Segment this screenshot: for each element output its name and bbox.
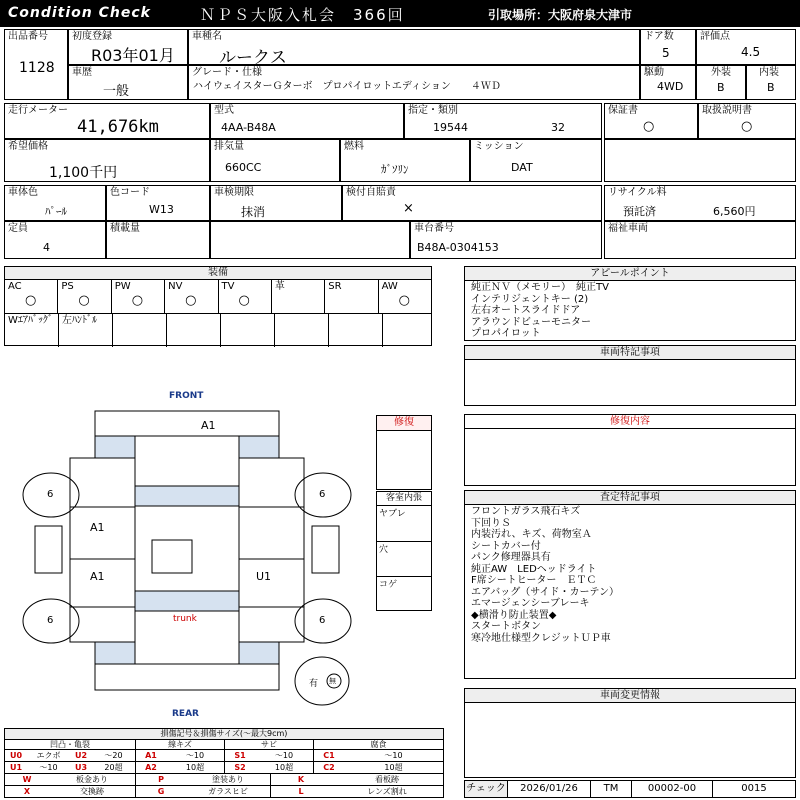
inspection-cell (210, 185, 342, 221)
mileage-cell (4, 103, 210, 139)
price-cell (4, 139, 210, 182)
equip-label: 左ﾊﾝﾄﾞﾙ (62, 315, 97, 326)
form-title: Condition Check (8, 5, 151, 21)
legend-desc: 10超 (384, 763, 403, 772)
legend-header: 線キズ (136, 740, 225, 749)
repair-content-panel (464, 414, 796, 486)
score-label: 評価点 (700, 31, 730, 42)
load-label: 積載量 (110, 223, 140, 234)
equip-item-pw (112, 280, 165, 313)
legend-code: U2 (74, 751, 88, 760)
equipment-panel (4, 266, 432, 346)
lot-cell (4, 29, 68, 100)
car-name-cell (188, 29, 640, 68)
doors-label: ドア数 (644, 31, 674, 42)
exterior-cell (696, 65, 746, 100)
liability-value: × (403, 201, 414, 216)
equip-mark: ○ (78, 293, 90, 308)
legend-desc: ～10 (39, 763, 58, 772)
legend-code: U3 (74, 763, 88, 772)
change-info-panel (464, 688, 796, 778)
pickup-location: 引取場所：大阪府泉大津市 (488, 8, 633, 22)
equip-mark: ○ (25, 293, 37, 308)
grade-value: ハイウェイスターＧターボ プロパイロットエディション ４ＷＤ (193, 81, 501, 92)
equip-empty (167, 314, 221, 347)
liability-cell (342, 185, 602, 221)
equipment-title: 装備 (5, 267, 431, 280)
price-value: 1,100千円 (49, 165, 118, 181)
exterior-label: 外装 (711, 67, 731, 78)
legend-desc: 20超 (92, 762, 136, 773)
staff-code: TM (591, 781, 632, 797)
equip-item-aw (379, 280, 431, 313)
warranty-value: ○ (643, 119, 655, 134)
legend-code: C1 (323, 751, 335, 760)
capacity-cell (4, 221, 106, 259)
interior-cell (746, 65, 796, 100)
load-cell (106, 221, 210, 259)
equip-item-leather (272, 280, 325, 313)
welfare-label: 福祉車両 (608, 223, 648, 234)
note-line: 寒冷地仕様型クレジットＵＰ車 (471, 632, 611, 644)
legend-bottom-row-1 (5, 774, 443, 786)
recycle-label: リサイクル料 (608, 187, 667, 198)
equip-label: Wｴｱﾊﾞｯｸﾞ (8, 315, 53, 326)
note-line: エマージェンシーブレーキ (471, 598, 590, 609)
legend-code: C2 (323, 763, 335, 772)
legend-desc: レンズ割れ (367, 787, 407, 796)
appeal-line: アラウンドビューモニター (471, 316, 591, 328)
drive-value: 4WD (657, 80, 684, 93)
category-value: 32 (551, 121, 565, 134)
first-reg-label: 初度登録 (72, 31, 112, 42)
legend-code: P (158, 775, 164, 784)
equip-label: SR (328, 281, 342, 292)
equip-label: 革 (274, 281, 285, 292)
grade-cell (188, 65, 640, 100)
color-label: 車体色 (8, 187, 38, 198)
cabin-box-title: 客室内張 (377, 492, 431, 506)
legend-desc: 塗装あり (186, 774, 271, 785)
color-value: ﾊﾟｰﾙ (45, 205, 67, 218)
inspection-value: 抹消 (241, 205, 266, 219)
note-line: F席シートヒーター ＥＴＣ (471, 575, 597, 586)
special-notes-title: 車両特記事項 (465, 346, 795, 360)
history-cell (68, 65, 188, 100)
front-label: FRONT (169, 391, 204, 401)
damage-mark-right-rear-door: U1 (256, 570, 272, 583)
capacity-value: 4 (43, 241, 50, 254)
equip-item-ps (58, 280, 111, 313)
mission-value: DAT (511, 161, 533, 174)
lot-number: 1128 (19, 60, 55, 76)
tire-mark-fl: 6 (47, 489, 54, 500)
repair-content-title: 修復内容 (465, 415, 795, 429)
exterior-value: B (717, 81, 725, 94)
lot-label: 出品番号 (8, 31, 48, 42)
displacement-label: 排気量 (214, 141, 244, 152)
appeal-line: プロパイロット (471, 328, 541, 339)
check-label: チェック (465, 781, 508, 797)
price-label: 希望価格 (8, 141, 48, 152)
legend-header: 凹凸・亀裂 (5, 740, 136, 749)
note-line: フロントガラス飛石キズ (471, 506, 581, 517)
history-label: 車歴 (72, 67, 92, 78)
legend-code: A2 (145, 763, 157, 772)
note-line: エアバッグ（サイド・カーテン） (471, 586, 619, 598)
warranty-label: 保証書 (608, 105, 638, 116)
doors-value: 5 (662, 46, 670, 60)
legend-desc: 10超 (255, 762, 314, 773)
legend-desc: 10超 (166, 762, 225, 773)
note-line: 内装汚れ、キズ、荷物室Ａ (471, 529, 592, 540)
rear-label: REAR (172, 709, 199, 719)
score-value: 4.5 (741, 45, 761, 59)
legend-code: A1 (145, 751, 157, 760)
welfare-cell (604, 221, 796, 259)
legend-code: U0 (9, 751, 23, 760)
repair-box-title: 修復 (377, 416, 431, 431)
equip-label: NV (168, 281, 183, 292)
legend-desc: ～20 (92, 750, 136, 761)
manual-cell (698, 103, 796, 139)
appeal-line: 左右オートスライドドア (471, 305, 581, 316)
spare-tire-mark: 無 (329, 677, 336, 685)
legend-header: サビ (225, 740, 314, 749)
legend-code: W (22, 775, 32, 784)
damage-mark-front-bumper: A1 (201, 419, 216, 432)
chassis-cell (410, 221, 602, 259)
note-line: 純正AW LEDヘッドライト (471, 563, 597, 575)
warranty-cell (604, 103, 698, 139)
displacement-value: 660CC (225, 161, 262, 174)
model-label: 型式 (214, 105, 234, 116)
displacement-cell (210, 139, 340, 182)
manual-label: 取扱説明書 (702, 105, 752, 116)
special-notes-panel (464, 345, 796, 406)
history-value: 一般 (103, 84, 130, 99)
designation-value: 19544 (433, 121, 468, 134)
car-name-label: 車種名 (192, 31, 222, 42)
color-code-cell (106, 185, 210, 221)
first-reg-value: R03年01月 (91, 46, 175, 65)
recycle-cell (604, 185, 796, 221)
inspection-notes-title: 査定特記事項 (465, 491, 795, 505)
chassis-label: 車台番号 (414, 223, 454, 234)
interior-value: B (767, 81, 775, 94)
legend-code: G (157, 787, 165, 796)
liability-label: 検付自賠責 (346, 187, 396, 198)
equip-empty (113, 314, 167, 347)
legend-desc: ガラスヒビ (186, 786, 271, 797)
model-value: 4AA-B48A (221, 121, 276, 134)
drive-label: 駆動 (644, 67, 664, 78)
designation-label: 指定・類別 (408, 105, 458, 116)
equip-mark: ○ (185, 293, 197, 308)
equip-empty (383, 314, 431, 347)
score-cell (696, 29, 796, 65)
change-info-title: 車両変更情報 (465, 689, 795, 703)
recycle-status: 預託済 (623, 205, 656, 218)
fuel-cell (340, 139, 470, 182)
car-diagram (4, 388, 460, 723)
equip-item-lhd (59, 314, 113, 347)
inspection-notes-panel (464, 490, 796, 679)
color-code-value: W13 (149, 203, 174, 216)
auction-name: ＮＰＳ大阪入札会 366回 (200, 6, 405, 24)
legend-row-1 (5, 750, 443, 762)
legend-desc: 看板跡 (375, 775, 399, 784)
equip-item-airbag (5, 314, 59, 347)
manual-value: ○ (741, 119, 753, 134)
fuel-label: 燃料 (344, 141, 364, 152)
legend-desc: 交換跡 (49, 786, 136, 797)
legend-code: U1 (9, 763, 23, 772)
legend-row-2 (5, 762, 443, 774)
equip-item-tv (219, 280, 272, 313)
legend-desc: ～10 (255, 750, 314, 761)
drive-cell (640, 65, 696, 100)
tire-mark-rl: 6 (47, 615, 54, 626)
check-date: 2026/01/26 (508, 781, 591, 797)
legend-desc: エクボ (36, 751, 61, 760)
inspection-notes-list (465, 505, 795, 645)
first-reg-cell (68, 29, 188, 65)
cabin-item-burn: コゲ (379, 580, 398, 590)
model-cell (210, 103, 404, 139)
designation-cell (404, 103, 602, 139)
chassis-value: B48A-0304153 (417, 241, 499, 254)
repair-box (376, 415, 432, 490)
legend-code: S1 (234, 751, 246, 760)
equip-item-nv (165, 280, 218, 313)
doors-cell (640, 29, 696, 65)
blank-mid-cell (210, 221, 410, 259)
equip-mark: ○ (398, 293, 410, 308)
damage-legend (4, 728, 444, 798)
note-line: 下回りＳ (471, 517, 511, 529)
mileage-value: 41,676km (77, 117, 159, 137)
legend-title: 損傷記号＆損傷サイズ(～最大9cm) (5, 729, 443, 740)
cabin-item-tear: ヤブレ (377, 506, 431, 542)
legend-header: 腐食 (370, 740, 387, 749)
damage-mark-left-front-door: A1 (90, 521, 105, 534)
note-line: スタートボタン (471, 621, 541, 632)
legend-code: K (297, 775, 305, 784)
blank-right-cell (604, 139, 796, 182)
equip-empty (275, 314, 329, 347)
note-line: ◆横滑り防止装置◆ (471, 609, 557, 621)
equip-item-sr (325, 280, 378, 313)
footer-code-2: 0015 (741, 783, 767, 794)
equip-mark: ○ (238, 293, 250, 308)
appeal-panel (464, 266, 796, 341)
equip-mark: ○ (131, 293, 144, 308)
mission-label: ミッション (474, 141, 524, 152)
legend-desc: ～10 (166, 750, 225, 761)
appeal-line: 純正ＮＶ（メモリー） 純正TV (471, 282, 609, 293)
equip-item-ac (5, 280, 58, 313)
appeal-list (465, 281, 795, 341)
legend-code: X (23, 787, 31, 796)
appeal-line: インテリジェントキー (2) (471, 293, 589, 305)
equip-label: AC (8, 281, 22, 292)
legend-desc: ～10 (384, 751, 403, 760)
footer-bar (464, 780, 796, 798)
equip-label: TV (221, 281, 235, 292)
car-name-value: ルークス (219, 48, 287, 68)
header-bar (0, 0, 800, 27)
fuel-value: ｶﾞｿﾘﾝ (381, 163, 409, 176)
capacity-label: 定員 (8, 223, 28, 234)
note-line: シートカバー付 (471, 540, 541, 552)
recycle-fee: 6,560円 (713, 205, 756, 218)
damage-mark-left-rear-door: A1 (90, 570, 105, 583)
legend-headers (5, 740, 443, 750)
mileage-label: 走行メーター (8, 105, 68, 116)
color-code-label: 色コード (110, 187, 150, 198)
footer-code-1: 00002-00 (632, 781, 713, 797)
interior-label: 内装 (759, 67, 779, 78)
legend-code: L (298, 787, 304, 796)
trunk-label: trunk (173, 614, 197, 624)
legend-bottom-row-2 (5, 786, 443, 797)
cabin-box (376, 491, 432, 611)
inspection-label: 車検期限 (214, 187, 254, 198)
equip-label: AW (381, 281, 398, 292)
equip-empty (221, 314, 275, 347)
equip-empty (329, 314, 383, 347)
legend-code: S2 (234, 763, 246, 772)
spare-tire-label: 有 (309, 679, 319, 689)
note-line: パンク修理器具有 (471, 552, 551, 563)
tire-mark-rr: 6 (319, 615, 326, 626)
equip-label: PW (114, 281, 131, 292)
grade-label: グレード・仕様 (192, 67, 262, 78)
appeal-title: アピールポイント (465, 267, 795, 281)
cabin-item-hole: 穴 (377, 542, 431, 577)
color-cell (4, 185, 106, 221)
tire-mark-fr: 6 (319, 489, 326, 500)
legend-desc: 板金あり (49, 774, 136, 785)
mission-cell (470, 139, 602, 182)
equip-label: PS (61, 281, 74, 292)
